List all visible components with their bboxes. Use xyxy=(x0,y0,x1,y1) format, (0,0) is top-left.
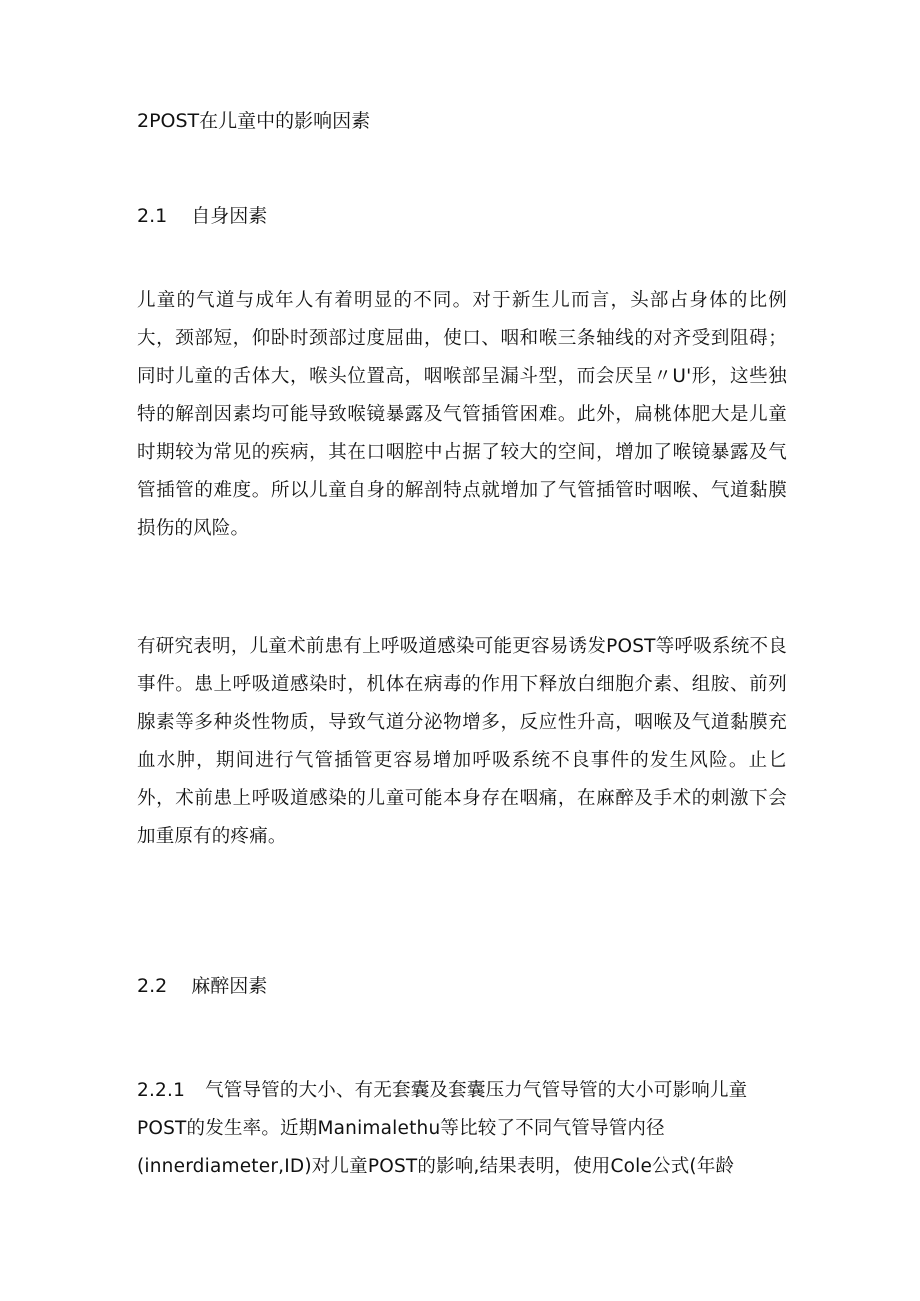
subsection-heading-2-2 xyxy=(137,973,267,999)
subsection-number: 2.1 xyxy=(137,205,168,227)
paragraph-anatomy: 儿童的气道与成年人有着明显的不同。对于新生儿而言，头部占身体的比例大，颈部短，仰卧时颈部过度屈曲，使口、咽和喉三条轴线的对齐受到阻碍；同时儿童的舌体大，喉头位置高，咽喉部呈漏斗型，而会厌呈〃U'形，这些独特的解剖因素均可能导致喉镜暴露及气管插管困难。此外，扁桃体肥大是儿童时期较为常见的疾病，其在口咽腔中占据了较大的空间，增加了喉镜暴露及气管插管的难度。所以儿童自身的解剖特点就增加了气管插管时咽喉、气道黏膜损伤的风险。 xyxy=(137,290,787,539)
subsection-title: 自身因素 xyxy=(191,205,268,227)
subsection-number: 2.2.1 xyxy=(137,1080,186,1101)
paragraph-infection: 有研究表明，儿童术前患有上呼吸道感染可能更容易诱发POST等呼吸系统不良事件。患上呼吸道感染时，机体在病毒的作用下释放白细胞介素、组胺、前列腺素等多种炎性物质，导致气道分泌物增多，反应性升高，咽喉及气道黏膜充血水肿，期间进行气管插管更容易增加呼吸系统不良事件的发生风险。止匕外，术前患上呼吸道感染的儿童可能本身存在咽痛，在麻醉及手术的刺激下会加重原有的疼痛。 xyxy=(137,636,787,847)
section-heading xyxy=(137,108,370,134)
paragraph-tube-size xyxy=(137,1072,757,1186)
subsection-number: 2.2 xyxy=(137,975,168,997)
section-title: 2POST在儿童中的影响因素 xyxy=(137,110,371,132)
subsection-heading-2-1 xyxy=(137,203,267,229)
subsection-title: 麻醉因素 xyxy=(191,975,268,997)
paragraph-text: 气管导管的大小、有无套囊及套囊压力气管导管的大小可影响儿童POST的发生率。近期Manimalethu等比较了不同气管导管内径(innerdiameter,ID)对儿童POST的影响,结果表明，使用Cole公式(年龄 xyxy=(137,1080,748,1177)
